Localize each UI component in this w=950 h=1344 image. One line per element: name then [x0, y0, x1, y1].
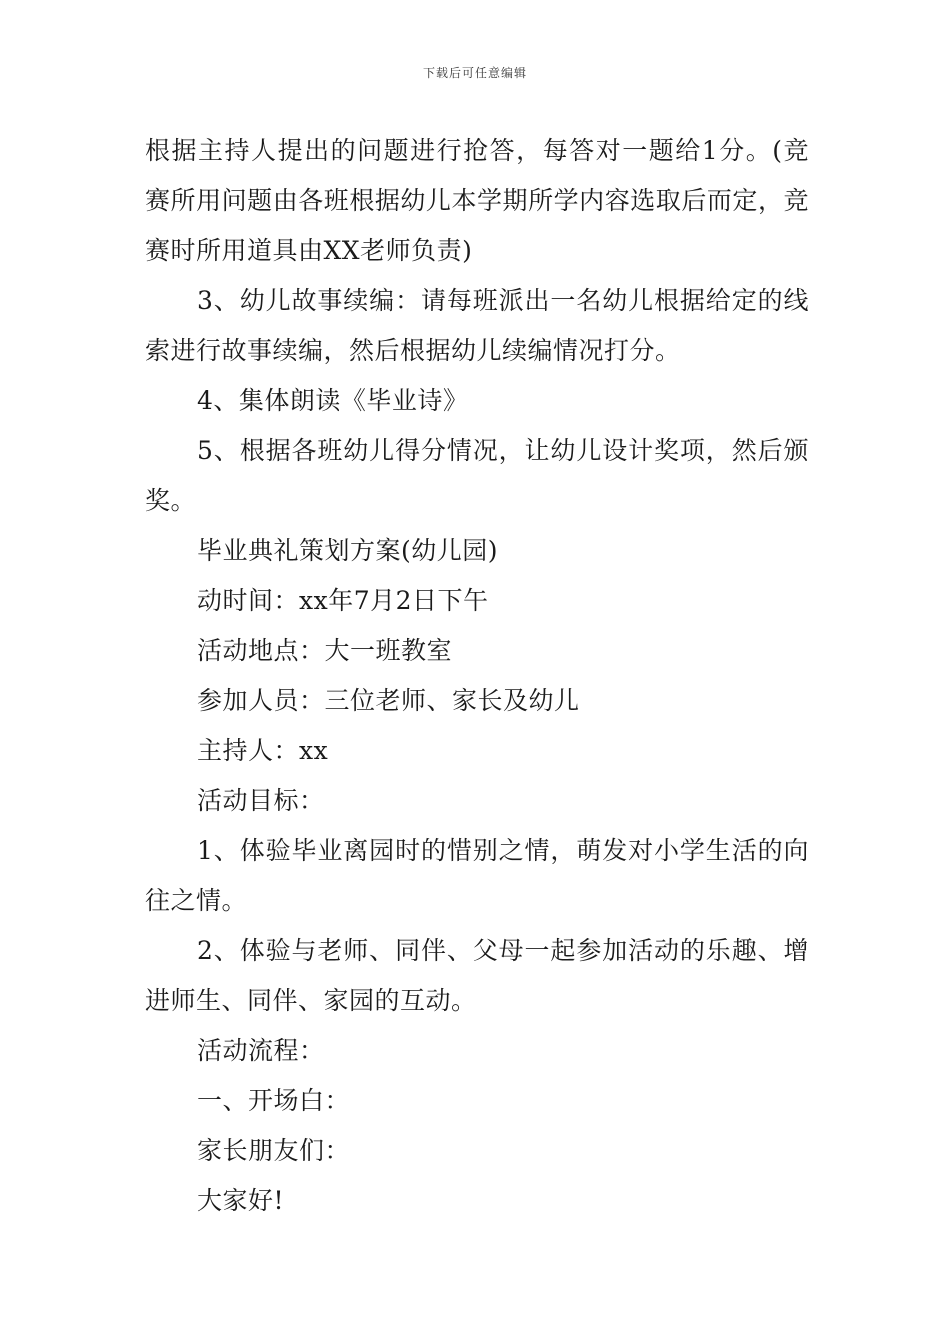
- paragraph-time: 动时间：xx年7月2日下午: [197, 586, 489, 615]
- paragraph-opening-heading: 一、开场白：: [197, 1086, 351, 1115]
- document-body: [145, 126, 809, 1226]
- paragraph-host: 主持人：xx: [197, 736, 329, 765]
- paragraph-location: 活动地点：大一班教室: [197, 636, 453, 665]
- paragraph-greeting-all: 大家好!: [197, 1186, 285, 1215]
- section-title: 毕业典礼策划方案(幼儿园): [197, 536, 499, 565]
- paragraph-goal-1: 1、体验毕业离园时的惜别之情，萌发对小学生活的向往之情。: [145, 836, 809, 915]
- paragraph-award: 5、根据各班幼儿得分情况，让幼儿设计奖项，然后颁奖。: [145, 436, 809, 515]
- paragraph-greeting-parents: 家长朋友们：: [197, 1136, 351, 1165]
- paragraph-goal-2: 2、体验与老师、同伴、父母一起参加活动的乐趣、增进师生、同伴、家园的互动。: [145, 936, 809, 1015]
- paragraph-goals-heading: 活动目标：: [197, 786, 325, 815]
- paragraph-group-reading: 4、集体朗读《毕业诗》: [197, 386, 469, 415]
- paragraph-quiz-rules: 根据主持人提出的问题进行抢答，每答对一题给1分。(竞赛所用问题由各班根据幼儿本学期所学内容选取后而定，竞赛时所用道具由XX老师负责): [145, 136, 809, 265]
- page-header-note: 下载后可任意编辑: [422, 66, 527, 80]
- paragraph-story-continuation: 3、幼儿故事续编：请每班派出一名幼儿根据给定的线索进行故事续编，然后根据幼儿续编情况打分。: [145, 286, 809, 365]
- paragraph-process-heading: 活动流程：: [197, 1036, 325, 1065]
- paragraph-participants: 参加人员：三位老师、家长及幼儿: [197, 686, 580, 715]
